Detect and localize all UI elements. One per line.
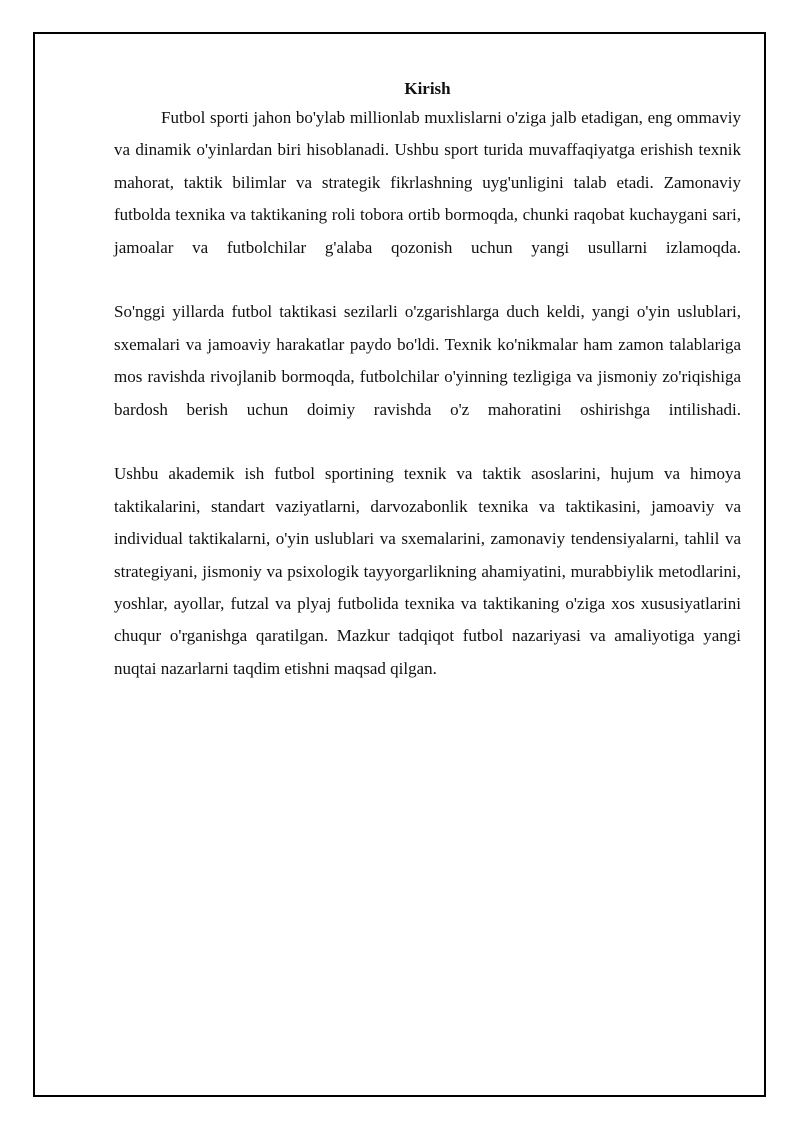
paragraph-purpose: Ushbu akademik ish futbol sportining texnik va taktik asoslarini, hujum va himoya taktikalarini, standart vaziyatlarni, darvozabonlik texnika va taktikasini, jamoaviy va individual taktikalarni, o'yin uslublari va sxemalarini, zamonaviy tendensiyalarni, tahlil va strategiyani, jismoniy va psixologik tayyorgarlikning ahamiyatini, murabbiylik metodlarini, yoshlar, ayollar, futzal va plyaj futbolida texnika va taktikaning o'ziga xos xususiyatlarini chuqur o'rganishga qaratilgan. Mazkur tadqiqot futbol nazariyasi va amaliyotiga yangi nuqtai nazarlarni taqdim etishni maqsad qilgan.: [114, 464, 741, 678]
paragraph-tactics: So'nggi yillarda futbol taktikasi sezilarli o'zgarishlarga duch keldi, yangi o'yin uslublari, sxemalari va jamoaviy harakatlar paydo bo'ldi. Texnik ko'nikmalar ham zamon talablariga mos ravishda rivojlanib bormoqda, futbolchilar o'yinning tezligiga va jismoniy zo'riqishiga bardosh berish uchun doimiy ravishda o'z mahoratini oshirishga intilishadi.: [114, 302, 741, 419]
paragraph-spacer: [114, 264, 741, 296]
paragraph-spacer: [114, 426, 741, 458]
paragraph-intro: Futbol sporti jahon bo'ylab millionlab muxlislarni o'ziga jalb etadigan, eng ommaviy va dinamik o'yinlardan biri hisoblanadi. Ushbu sport turida muvaffaqiyatga erishish texnik mahorat, taktik bilimlar va strategik fikrlashning uyg'unligini talab etadi. Zamonaviy futbolda texnika va taktikaning roli tobora ortib bormoqda, chunki raqobat kuchaygani sari, jamoalar va futbolchilar g'alaba qozonish uchun yangi usullarni izlamoqda.: [114, 108, 741, 257]
document-title: Kirish: [404, 79, 451, 98]
document-body: [114, 76, 741, 685]
